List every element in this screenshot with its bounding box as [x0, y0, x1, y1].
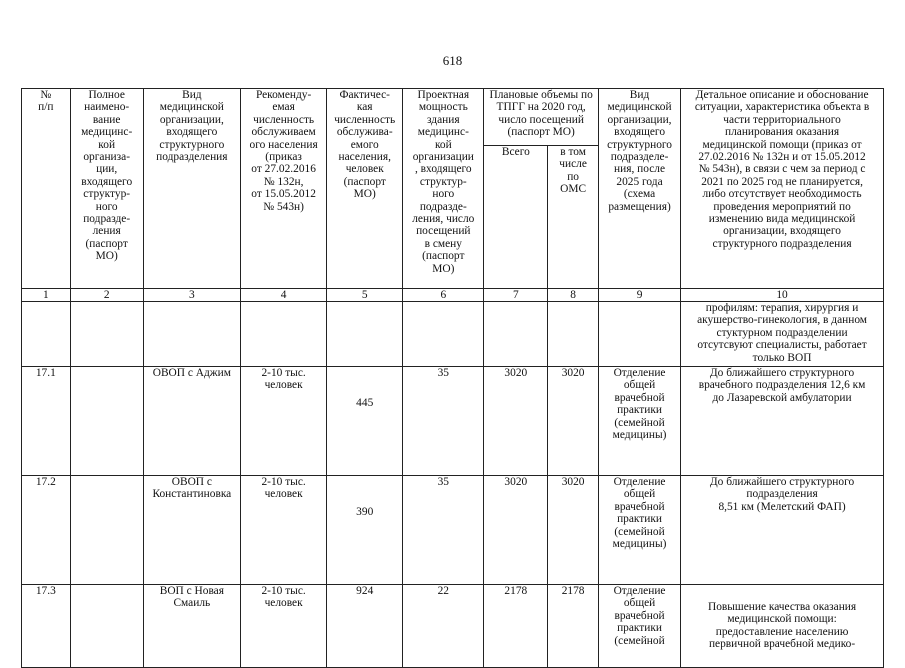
row-after-2025: Отделение общей врачебной практики (семейной медицины): [598, 367, 680, 476]
header-oms: в том числе по ОМС: [548, 146, 599, 289]
row-recommended: 2-10 тыс. человек: [241, 476, 327, 585]
row-name: [70, 585, 143, 668]
row-capacity: 22: [403, 585, 484, 668]
row-num: 17.2: [22, 476, 71, 585]
header-org-type: Вид медицинской организации, входящего структурного подразделения: [143, 89, 240, 289]
table-row: [22, 367, 884, 476]
column-number: 1: [22, 289, 71, 302]
table-row: [22, 476, 884, 585]
column-number: 5: [327, 289, 403, 302]
row-after-2025: Отделение общей врачебной практики (семейной медицины): [598, 476, 680, 585]
header-planned-volumes: Плановые объемы по ТПГГ на 2020 год, число посещений (паспорт МО): [484, 89, 599, 146]
row-num: 17.1: [22, 367, 71, 476]
header-full-name: Полное наимено- вание медицинс- кой организа- ции, входящего структур- ного подразде- ления (паспорт МО): [70, 89, 143, 289]
row-recommended: [241, 302, 327, 367]
row-actual: 390: [327, 476, 403, 585]
row-num: 17.3: [22, 585, 71, 668]
header-description: Детальное описание и обоснование ситуации, характеристика объекта в части территориального планирования оказания медицинской помощи (приказ от 27.02.2016 № 132н и от 15.05.2012 № 543н), в связи с чем за период с 2021 по 2025 год не планируется, либо отсутствует необходимость проведения мероприятий по изменению вида медицинской организации, входящего структурного подразделения: [681, 89, 884, 289]
row-name: [70, 476, 143, 585]
column-number: 9: [598, 289, 680, 302]
row-recommended: 2-10 тыс. человек: [241, 585, 327, 668]
row-description: профилям: терапия, хирургия и акушерство-гинекология, в данном стуктурном подразделении отсутсвуют специалисты, работает только ВОП: [681, 302, 884, 367]
row-oms: 3020: [548, 476, 599, 585]
column-number-row: [22, 289, 884, 302]
row-total: 3020: [484, 367, 548, 476]
row-capacity: [403, 302, 484, 367]
row-num: [22, 302, 71, 367]
column-number: 10: [681, 289, 884, 302]
row-capacity: 35: [403, 367, 484, 476]
column-number: 2: [70, 289, 143, 302]
row-description: До ближайшего структурного подразделения 8,51 км (Мелетский ФАП): [681, 476, 884, 585]
row-name: [70, 367, 143, 476]
row-type: [143, 302, 240, 367]
row-actual: 924: [327, 585, 403, 668]
row-oms: 3020: [548, 367, 599, 476]
table-row: [22, 302, 884, 367]
row-capacity: 35: [403, 476, 484, 585]
table-row: [22, 585, 884, 668]
row-type: ВОП с Новая Смаиль: [143, 585, 240, 668]
row-actual: [327, 302, 403, 367]
header-design-capacity: Проектная мощность здания медицинс- кой организации , входящего структур- ного подразде- ления, число посещений в смену (паспорт МО): [403, 89, 484, 289]
column-number: 3: [143, 289, 240, 302]
row-oms: 2178: [548, 585, 599, 668]
row-after-2025: Отделение общей врачебной практики (семейной: [598, 585, 680, 668]
row-after-2025: [598, 302, 680, 367]
header-type-after-2025: Вид медицинской организации, входящего структурного подразделе- ния, после 2025 года (схема размещения): [598, 89, 680, 289]
page-number: 618: [442, 53, 463, 68]
column-number: 6: [403, 289, 484, 302]
row-oms: [548, 302, 599, 367]
row-recommended: 2-10 тыс. человек: [241, 367, 327, 476]
header-total: Всего: [484, 146, 548, 289]
column-number: 4: [241, 289, 327, 302]
row-total: 3020: [484, 476, 548, 585]
row-type: ОВОП с Аджим: [143, 367, 240, 476]
planning-table: [21, 88, 884, 668]
row-description: До ближайшего структурного врачебного подразделения 12,6 км до Лазаревской амбулатории: [681, 367, 884, 476]
row-total: 2178: [484, 585, 548, 668]
header-num: № п/п: [22, 89, 71, 289]
row-total: [484, 302, 548, 367]
row-actual: 445: [327, 367, 403, 476]
row-type: ОВОП с Константиновка: [143, 476, 240, 585]
header-recommended-population: Рекоменду- емая численность обслуживаем ого населения (приказ от 27.02.2016 № 132н, от 15.05.2012 № 543н): [241, 89, 327, 289]
column-number: 8: [548, 289, 599, 302]
header-actual-population: Фактичес- кая численность обслужива- емого населения, человек (паспорт МО): [327, 89, 403, 289]
column-number: 7: [484, 289, 548, 302]
row-name: [70, 302, 143, 367]
row-description: Повышение качества оказания медицинской помощи: предоставление населению первичной врачебной медико-: [681, 585, 884, 668]
